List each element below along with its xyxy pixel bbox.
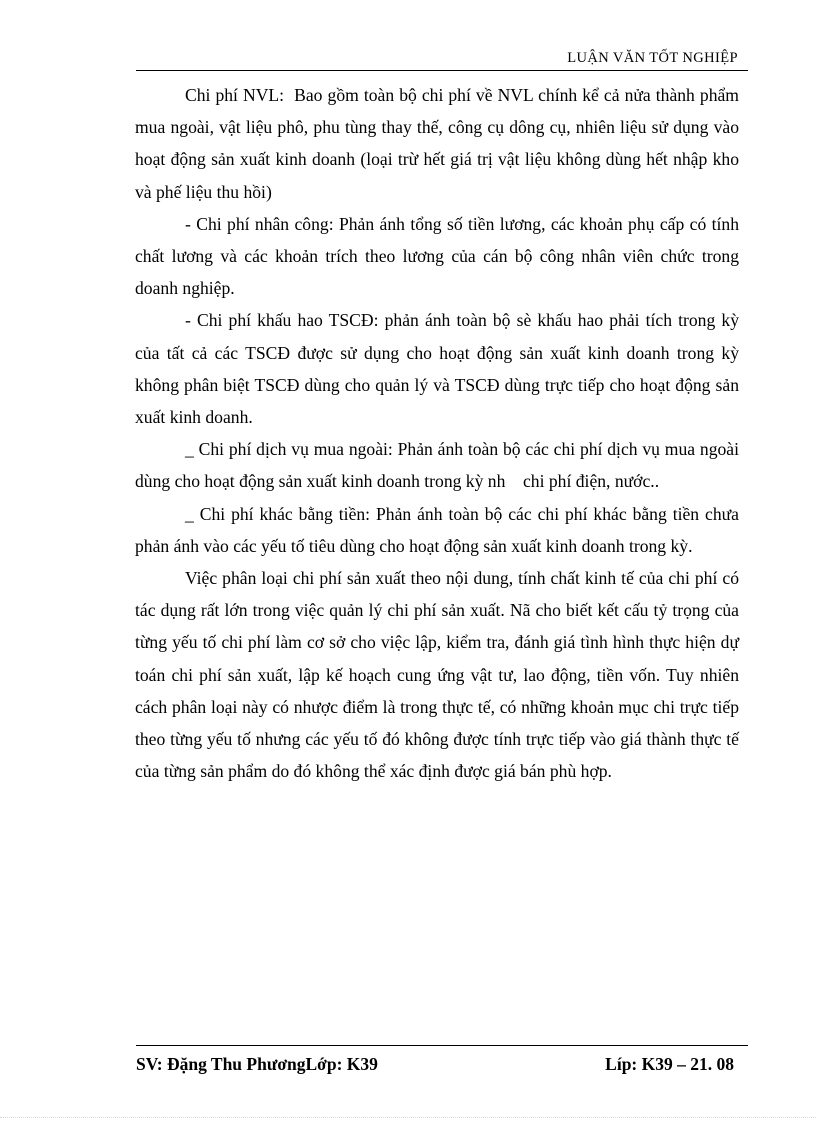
page-bottom-edge	[0, 1117, 816, 1118]
paragraph-labor-cost: - Chi phí nhân công: Phản ánh tổng số tiền lương, các khoản phụ cấp có tính chất lương và các khoản trích theo lương của cán bộ công nhân viên chức trong doanh nghiệp.	[135, 213, 744, 299]
paragraph-other-cash-cost: _ Chi phí khác bằng tiền: Phản ánh toàn bộ các chi phí khác bằng tiền chưa phản ánh vào các yếu tố tiêu dùng cho hoạt động sản xuất kinh doanh trong kỳ.	[135, 503, 744, 556]
paragraph-nvl-cost: Chi phí NVL: Bao gồm toàn bộ chi phí về NVL chính kể cả nửa thành phẩm mua ngoài, vật liệu phô, phu tùng thay thế, công cụ dông cụ, nhiên liệu sử dụng vào hoạt động sản xuất kinh doanh (loại trừ hết giá trị vật liệu không dùng hết nhập kho và phế liệu thu hồi)	[135, 85, 744, 202]
paragraph-depreciation-cost: - Chi phí khấu hao TSCĐ: phản ánh toàn bộ sè khấu hao phải tích trong kỳ của tất cả các TSCĐ được sử dụng cho hoạt động sản xuất kinh doanh trong kỳ không phân biệt TSCĐ dùng cho quản lý và TSCĐ dùng trực tiếp cho hoạt động sản xuất kinh doanh.	[135, 310, 744, 428]
header-title: LUẬN VĂN TỐT NGHIỆP	[567, 50, 738, 66]
footer-class: Líp: K39 – 21. 08	[605, 1054, 734, 1074]
document-body	[135, 79, 744, 787]
footer-divider	[136, 1045, 748, 1046]
paragraph-classification-summary: Việc phân loại chi phí sản xuất theo nội dung, tính chất kinh tế của chi phí có tác dụng rất lớn trong việc quản lý chi phí sản xuất. Nã cho biết kết cấu tỷ trọng của từng yếu tố chi phí làm cơ sở cho việc lập, kiểm tra, đánh giá tình hình thực hiện dự toán chi phí sản xuất, lập kế hoạch cung ứng vật tư, lao động, tiền vốn. Tuy nhiên cách phân loại này có nhược điểm là trong thực tế, có những khoản mục chi trực tiếp theo từng yếu tố nhưng các yếu tố đó không được tính trực tiếp vào giá thành thực tế của từng sản phẩm do đó không thể xác định được giá bán phù hợp.	[135, 568, 744, 782]
paragraph-outsourced-service-cost: _ Chi phí dịch vụ mua ngoài: Phản ánh toàn bộ các chi phí dịch vụ mua ngoài dùng cho hoạt động sản xuất kinh doanh trong kỳ nh chi phí điện, nước..	[135, 439, 744, 492]
page-footer	[136, 1054, 734, 1078]
page-header	[136, 48, 748, 71]
footer-student: SV: Đặng Thu PhươngLớp: K39	[136, 1054, 378, 1074]
